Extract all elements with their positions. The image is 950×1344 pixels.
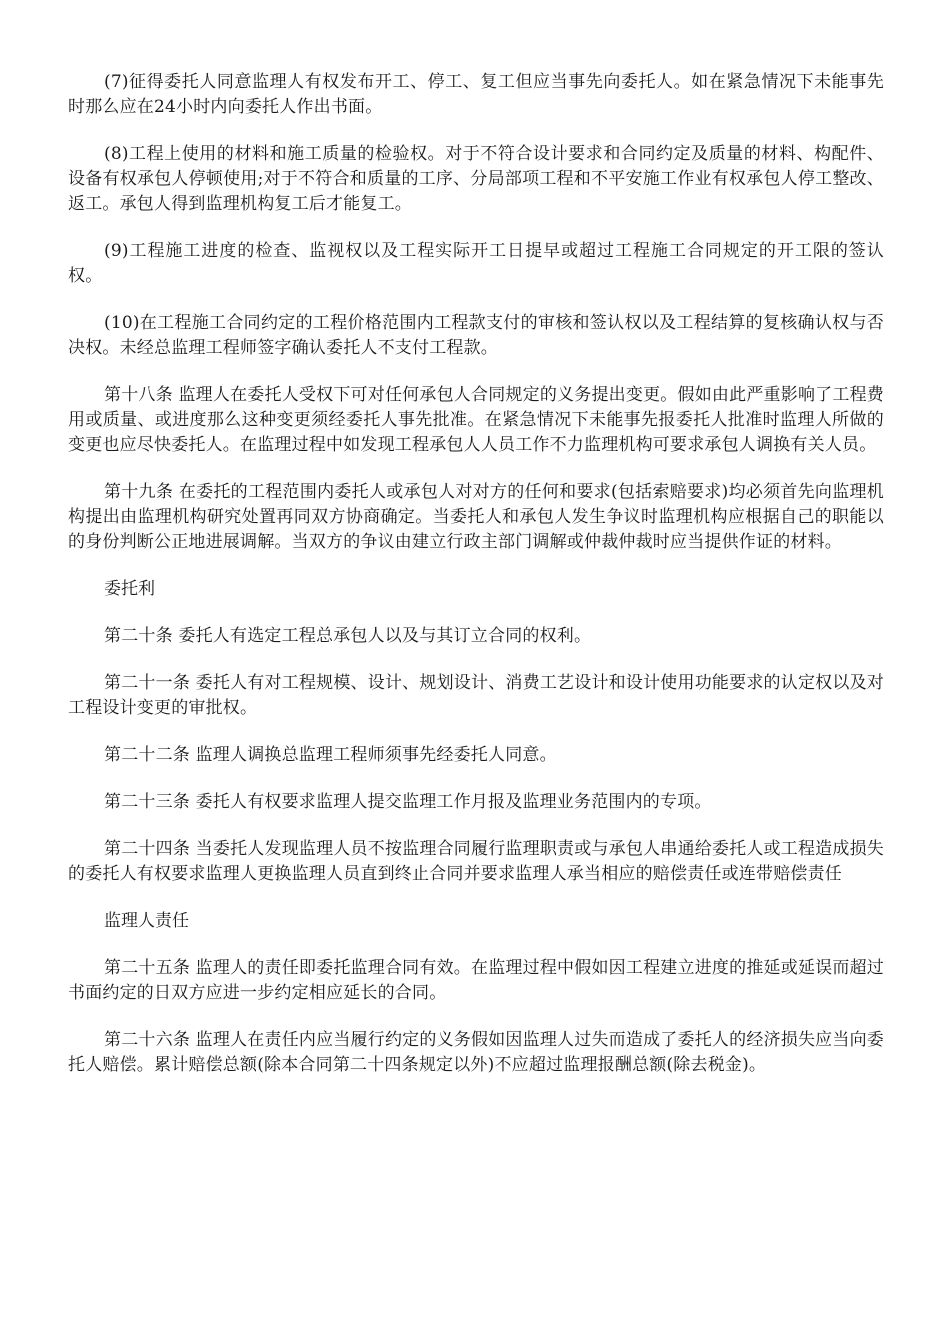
paragraph-article-26: 第二十六条 监理人在责任内应当履行约定的义务假如因监理人过失而造成了委托人的经济损失应当向委托人赔偿。累计赔偿总额(除本合同第二十四条规定以外)不应超过监理报酬总额(除去税金)。 [68, 1030, 884, 1075]
paragraph-clause-10: (10)在工程施工合同约定的工程价格范围内工程款支付的审核和签认权以及工程结算的复核确认权与否决权。未经总监理工程师签字确认委托人不支付工程款。 [68, 313, 884, 358]
paragraph-clause-9: (9)工程施工进度的检查、监视权以及工程实际开工日提早或超过工程施工合同规定的开工限的签认权。 [68, 241, 884, 286]
section-heading-supervisor-responsibility: 监理人责任 [104, 911, 189, 931]
paragraph-article-23: 第二十三条 委托人有权要求监理人提交监理工作月报及监理业务范围内的专项。 [104, 792, 712, 812]
paragraph-article-25: 第二十五条 监理人的责任即委托监理合同有效。在监理过程中假如因工程建立进度的推延或延误而超过书面约定的日双方应进一步约定相应延长的合同。 [68, 958, 884, 1003]
document-page [68, 70, 884, 1100]
section-heading-client-rights: 委托利 [104, 579, 155, 599]
paragraph-article-19: 第十九条 在委托的工程范围内委托人或承包人对对方的任何和要求(包括索赔要求)均必须首先向监理机构提出由监理机构研究处置再同双方协商确定。当委托人和承包人发生争议时监理机构应根据自己的职能以的身份判断公正地进展调解。当双方的争议由建立行政主部门调解或仲裁仲裁时应当提供作证的材料。 [68, 482, 884, 552]
paragraph-article-20: 第二十条 委托人有选定工程总承包人以及与其订立合同的权利。 [104, 626, 592, 646]
paragraph-article-18: 第十八条 监理人在委托人受权下可对任何承包人合同规定的义务提出变更。假如由此严重影响了工程费用或质量、或进度那么这种变更须经委托人事先批准。在紧急情况下未能事先报委托人批准时监理人所做的变更也应尽快委托人。在监理过程中如发现工程承包人人员工作不力监理机构可要求承包人调换有关人员。 [68, 385, 884, 455]
paragraph-clause-8: (8)工程上使用的材料和施工质量的检验权。对于不符合设计要求和合同约定及质量的材料、构配件、设备有权承包人停顿使用;对于不符合和质量的工序、分局部项工程和不平安施工作业有权承包人停工整改、返工。承包人得到监理机构复工后才能复工。 [68, 144, 884, 214]
paragraph-article-22: 第二十二条 监理人调换总监理工程师须事先经委托人同意。 [104, 745, 557, 765]
paragraph-article-24: 第二十四条 当委托人发现监理人员不按监理合同履行监理职责或与承包人串通给委托人或工程造成损失的委托人有权要求监理人更换监理人员直到终止合同并要求监理人承当相应的赔偿责任或连带赔偿责任 [68, 839, 884, 884]
paragraph-clause-7: (7)征得委托人同意监理人有权发布开工、停工、复工但应当事先向委托人。如在紧急情况下未能事先时那么应在24小时内向委托人作出书面。 [68, 72, 884, 117]
paragraph-article-21: 第二十一条 委托人有对工程规模、设计、规划设计、消费工艺设计和设计使用功能要求的认定权以及对工程设计变更的审批权。 [68, 673, 884, 718]
